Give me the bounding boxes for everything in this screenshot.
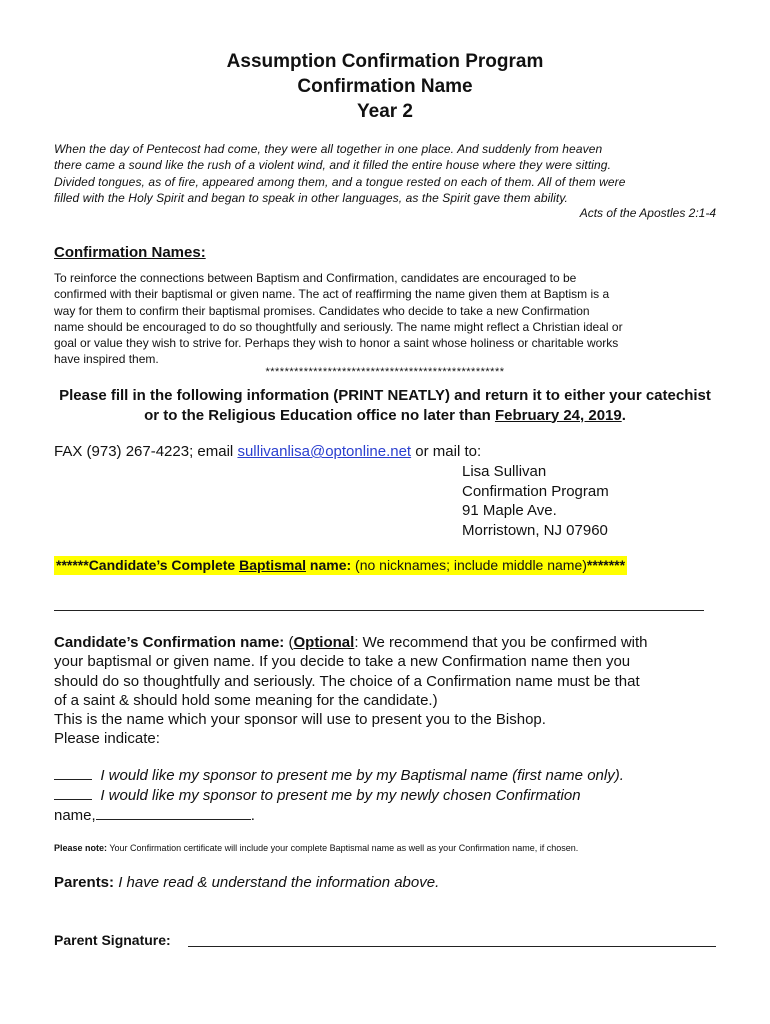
parent-signature-label: Parent Signature: [54, 932, 171, 948]
baptismal-name-input-line[interactable] [54, 610, 704, 611]
parents-acknowledgement: Parents: I have read & understand the information above. [54, 874, 440, 891]
form-year: Year 2 [357, 101, 413, 122]
option-confirmation-blank[interactable] [54, 787, 92, 800]
scripture-citation: Acts of the Apostles 2:1-4 [579, 206, 716, 220]
parent-signature-line[interactable] [188, 946, 716, 947]
option-baptismal-blank[interactable] [54, 767, 92, 780]
mailing-address: Lisa Sullivan Confirmation Program 91 Maple Ave. Morristown, NJ 07960 [462, 463, 609, 539]
certificate-note: Please note: Your Confirmation certificate will include your complete Baptismal name as well as your Confirmation name, if chosen. [54, 843, 579, 853]
option-confirmation-name: I would like my sponsor to present me by my newly chosen Confirmation name, . [54, 787, 581, 824]
email-link[interactable]: sullivanlisa@optonline.net [237, 443, 412, 460]
return-instructions: Please fill in the following information (PRINT NEATLY) and return it to either your catechist or to the Religious Education office no later than February 24, 2019. [59, 387, 711, 424]
form-subtitle: Confirmation Name [297, 76, 473, 97]
contact-line: FAX (973) 267-4223; email sullivanlisa@optonline.net or mail to: [54, 443, 482, 460]
form-title: Assumption Confirmation Program [226, 51, 544, 72]
confirmation-names-heading: Confirmation Names: [54, 244, 206, 261]
confirmation-name-paragraph: Candidate’s Confirmation name: (Optional: We recommend that you be confirmed with your baptismal or given name. If you decide to take a new Confirmation name then you should do so thoughtfully and seriously. The choice of a Confirmation name must be that of a saint & should hold some meaning for the candidate.) This is the name which your sponsor will use to present you to the Bishop. Please indicate: [54, 634, 648, 748]
option-baptismal-name: I would like my sponsor to present me by my Baptismal name (first name only). [54, 766, 624, 786]
baptismal-name-label: ******Candidate’s Complete Baptismal name: (no nicknames; include middle name)******* [56, 557, 626, 573]
confirmation-name-blank[interactable] [96, 807, 251, 820]
deadline-date: February 24, 2019 [494, 406, 622, 424]
section-divider: ************************************************** [265, 366, 505, 378]
confirmation-names-paragraph: To reinforce the connections between Baptism and Confirmation, candidates are encouraged to be confirmed with their baptismal or given name. The act of reaffirming the name given them at Baptism is a way for them to confirm their baptismal promises. Candidates who decide to take a new Confirmation name should be encouraged to do so thoughtfully and seriously. The name might reflect a Christian ideal or goal or value they wish to strive for. Perhaps they wish to honor a saint whose holiness or charitable works have inspired them. [54, 271, 623, 367]
scripture-quote: When the day of Pentecost had come, they were all together in one place. And suddenly from heaven there came a sound like the rush of a violent wind, and it filled the entire house where they were sitting. Divided tongues, as of fire, appeared among them, and a tongue rested on each of them. All of them were filled with the Holy Spirit and began to speak in other languages, as the Spirit gave them ability. [54, 142, 626, 206]
